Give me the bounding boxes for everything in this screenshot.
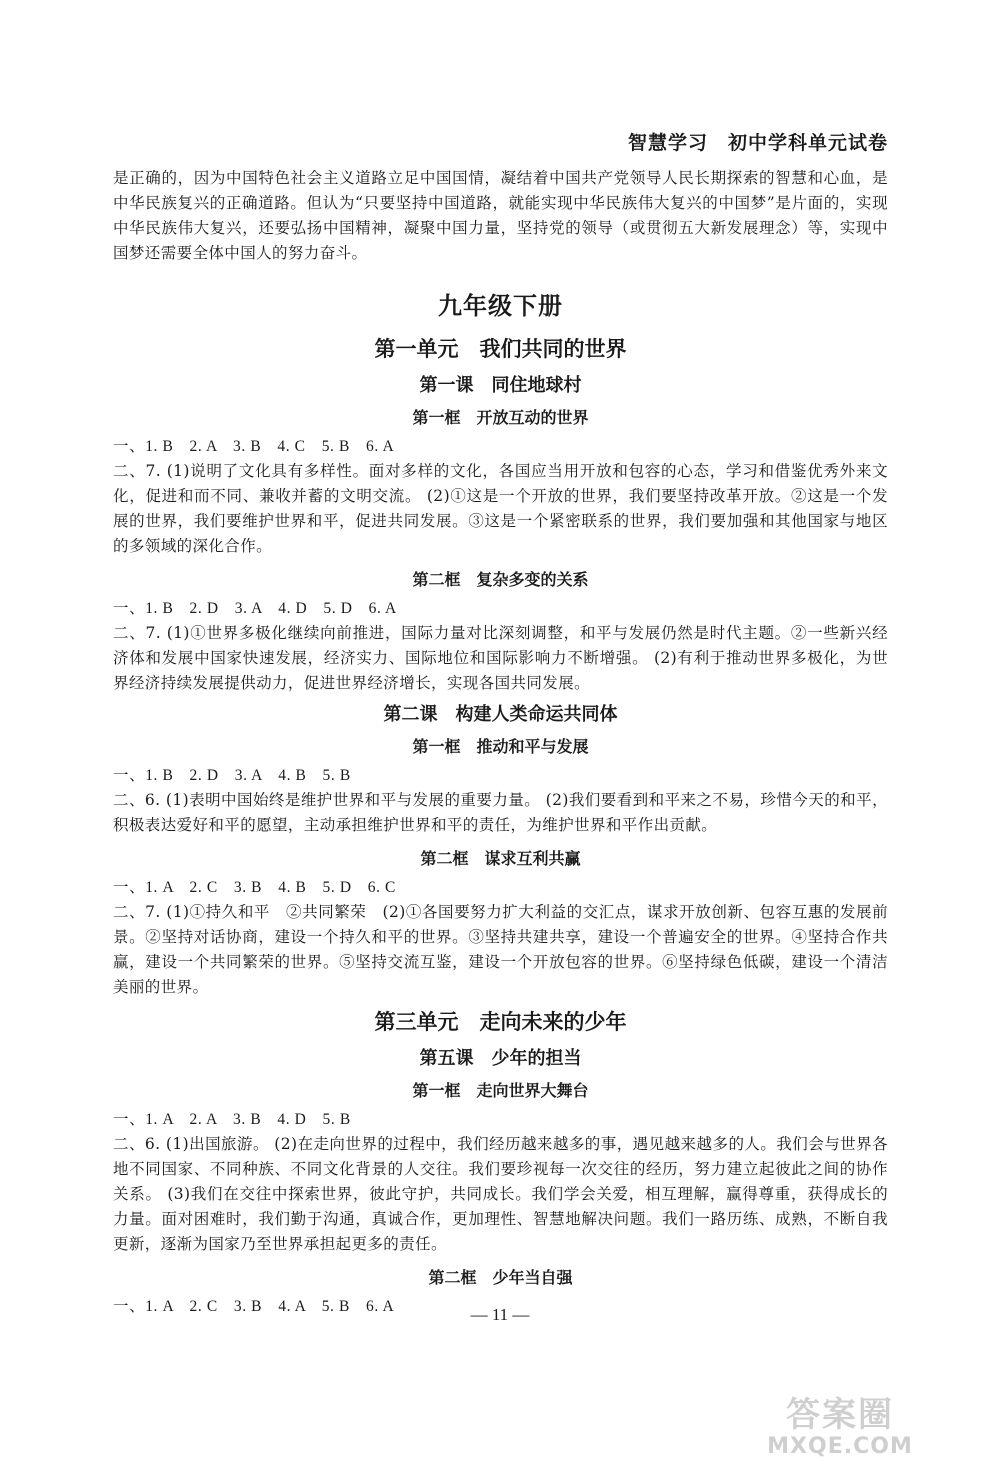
watermark-line1: 答案圈 — [786, 1395, 894, 1435]
watermark-line2: MXQE.COM — [767, 1434, 913, 1459]
intro-paragraph: 是正确的，因为中国特色社会主义道路立足中国国情，凝结着中国共产党领导人民长期探索的智慧和心血，是中华民族复兴的正确道路。但认为“只要坚持中国道路，就能实现中华民族伟大复兴的中国梦”是片面的，实现中华民族伟大复兴，还要弘扬中国精神，凝聚中国力量，坚持党的领导（或贯彻五大新发展理念）等，实现中国梦还需要全体中国人的努力奋斗。 — [113, 169, 888, 262]
unit-title: 第三单元 走向未来的少年 — [374, 1010, 627, 1034]
multiple-choice-answers: 一、1. A 2. C 3. B 4. A 5. B 6. A — [113, 1298, 395, 1315]
frame-title: 第一框 开放互动的世界 — [412, 408, 589, 427]
series-header: 智慧学习 初中学科单元试卷 — [627, 132, 888, 154]
frame-title: 第一框 走向世界大舞台 — [412, 1081, 589, 1100]
page-content — [113, 166, 888, 1319]
frame-title: 第二框 少年当自强 — [428, 1268, 573, 1287]
lesson-title: 第二课 构建人类命运共同体 — [383, 704, 618, 725]
multiple-choice-answers: 一、1. B 2. D 3. A 4. D 5. D 6. A — [113, 600, 397, 617]
page-number: — 11 — — [470, 1305, 530, 1324]
open-answers: 二、7. (1)①世界多极化继续向前推进，国际力量对比深刻调整，和平与发展仍然是时代主题。②一些新兴经济体和发展中国家快速发展，经济实力、国际地位和国际影响力不断增强。 (2)有利于推动世界多极化，为世界经济持续发展提供动力，促进世界经济增长，实现各国共同发展。 — [113, 624, 888, 692]
open-answers: 二、6. (1)出国旅游。 (2)在走向世界的过程中，我们经历越来越多的事，遇见越来越多的人。我们会与世界各地不同国家、不同种族、不同文化背景的人交往。我们要珍视每一次交往的经历，努力建立起彼此之间的协作关系。 (3)我们在交往中探索世界，彼此守护，共同成长。我们学会关爱，相互理解，赢得尊重，获得成长的力量。面对困难时，我们勤于沟通，真诚合作，更加理性、智慧地解决问题。我们一路历练、成熟，不断自我更新，逐渐为国家乃至世界承担起更多的责任。 — [113, 1135, 888, 1253]
multiple-choice-answers: 一、1. B 2. A 3. B 4. C 5. B 6. A — [113, 438, 395, 455]
open-answers: 二、7. (1)①持久和平 ②共同繁荣 (2)①各国要努力扩大利益的交汇点，谋求开放创新、包容互惠的发展前景。②坚持对话协商，建设一个持久和平的世界。③坚持共建共享，建设一个普遍安全的世界。④坚持合作共赢，建设一个共同繁荣的世界。⑤坚持交流互鉴，建设一个开放包容的世界。⑥坚持绿色低碳，建设一个清洁美丽的世界。 — [113, 903, 888, 996]
unit-title: 第一单元 我们共同的世界 — [374, 337, 627, 361]
lesson-title: 第一课 同住地球村 — [419, 375, 582, 396]
open-answers: 二、6. (1)表明中国始终是维护世界和平与发展的重要力量。 (2)我们要看到和平来之不易，珍惜今天的和平，积极表达爱好和平的愿望，主动承担维护世界和平的责任，为维护世界和平作出贡献。 — [113, 791, 888, 834]
watermark-logo — [725, 1395, 955, 1465]
open-answers: 二、7. (1)说明了文化具有多样性。面对多样的文化，各国应当用开放和包容的心态，学习和借鉴优秀外来文化，促进和而不同、兼收并蓄的文明交流。 (2)①这是一个开放的世界，我们要坚持改革开放。②这是一个发展的世界，我们要维护世界和平，促进共同发展。③这是一个紧密联系的世界，我们要加强和其他国家与地区的多领域的深化合作。 — [113, 462, 888, 555]
multiple-choice-answers: 一、1. B 2. D 3. A 4. B 5. B — [113, 767, 351, 784]
multiple-choice-answers: 一、1. A 2. C 3. B 4. B 5. D 6. C — [113, 879, 396, 896]
frame-title: 第二框 谋求互利共赢 — [420, 849, 581, 868]
lesson-title: 第五课 少年的担当 — [419, 1048, 582, 1069]
multiple-choice-answers: 一、1. A 2. A 3. B 4. D 5. B — [113, 1111, 351, 1128]
volume-title: 九年级下册 — [438, 291, 563, 320]
frame-title: 第一框 推动和平与发展 — [412, 737, 589, 756]
frame-title: 第二框 复杂多变的关系 — [412, 570, 589, 589]
